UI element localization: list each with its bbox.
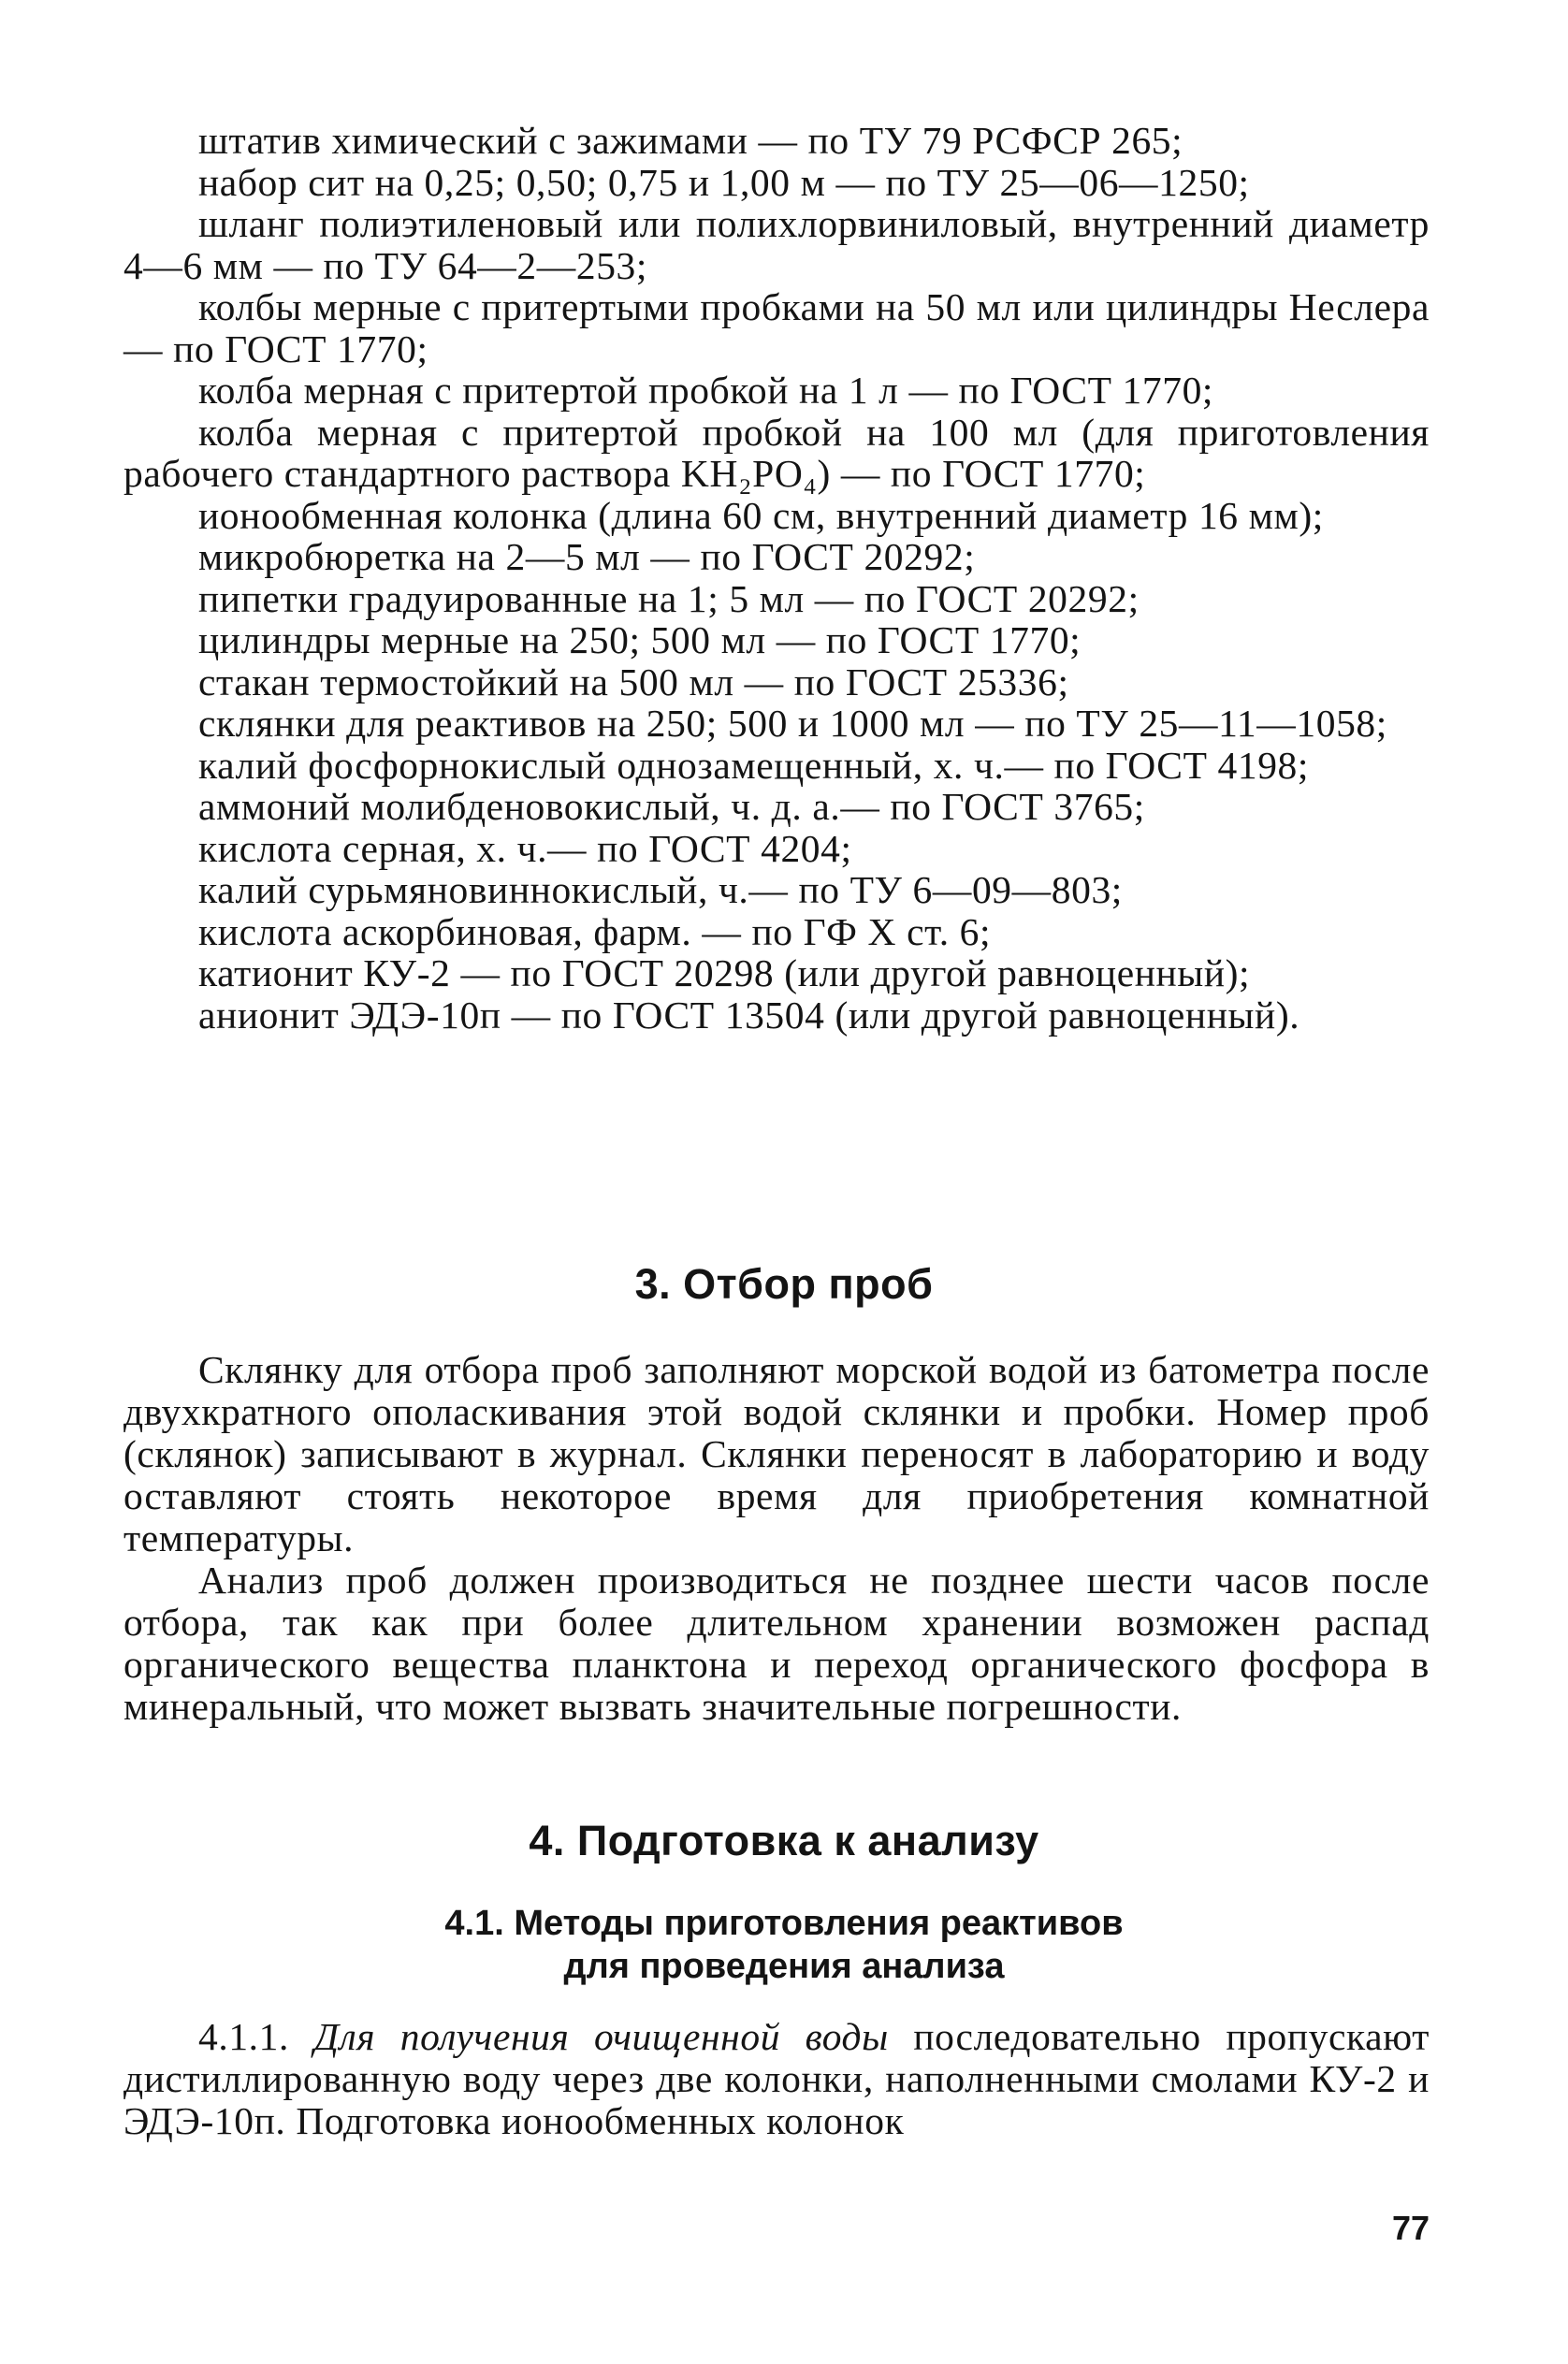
list-item: шланг полиэтиленовый или полихлорвиниловый, внутренний диаметр 4—6 мм — по ТУ 64—2—253; <box>123 202 1430 287</box>
section-3-heading: 3. Отбор проб <box>634 1260 934 1308</box>
list-item: набор сит на 0,25; 0,50; 0,75 и 1,00 м — по ТУ 25—06—1250; <box>198 160 1250 204</box>
list-item: калий сурьмяновиннокислый, ч.— по ТУ 6—09—803; <box>198 868 1123 911</box>
list-item: катионит КУ-2 — по ГОСТ 20298 (или другой равноценный); <box>198 951 1251 994</box>
paragraph-number: 4.1.1. <box>198 2015 289 2058</box>
list-item: колба мерная с притертой пробкой на 1 л — по ГОСТ 1770; <box>198 369 1214 412</box>
list-item: цилиндры мерные на 250; 500 мл — по ГОСТ 1770; <box>198 618 1082 661</box>
section-3-body <box>123 1349 1430 1728</box>
equipment-list <box>123 120 1430 1036</box>
list-item: пипетки градуированные на 1; 5 мл — по ГОСТ 20292; <box>198 576 1140 620</box>
list-item: анионит ЭДЭ-10п — по ГОСТ 13504 (или другой равноценный). <box>198 993 1300 1037</box>
list-item: микробюретка на 2—5 мл — по ГОСТ 20292; <box>198 535 976 578</box>
subsection-title-line-2: для проведения анализа <box>563 1947 1005 1986</box>
list-item: калий фосфорнокислый однозамещенный, х. ч.— по ГОСТ 4198; <box>198 743 1310 787</box>
subsection-4-1-heading <box>0 1902 1568 1988</box>
subsection-title-line-1: 4.1. Методы приготовления реактивов <box>444 1904 1124 1943</box>
list-item: кислота серная, х. ч.— по ГОСТ 4204; <box>198 826 852 870</box>
list-item: колбы мерные с притертыми пробками на 50 мл или цилиндры Неслера — по ГОСТ 1770; <box>123 285 1430 370</box>
paragraph: Анализ проб должен производиться не позднее шести часов после отбора, так как при более длительном хранении возможен распад органического вещества планктона и переход органического фосфора в минеральный, что может вызвать значительные погрешности. <box>123 1559 1430 1728</box>
paragraph-text: последовательно пропускают дистиллированную воду через две колонки, наполненными смолами КУ-2 и ЭДЭ-10п. Подготовка ионообменных колонок <box>123 2015 1430 2142</box>
list-item: склянки для реактивов на 250; 500 и 1000 мл — по ТУ 25—11—1058; <box>198 702 1387 745</box>
list-item: аммоний молибденовокислый, ч. д. а.— по ГОСТ 3765; <box>198 785 1145 828</box>
paragraph-4-1-1 <box>123 2016 1430 2142</box>
paragraph: Склянку для отбора проб заполняют морской водой из батометра после двухкратного ополаскивания этой водой склянки и пробки. Номер проб (склянок) записывают в журнал. Склянки переносят в лабораторию и воду оставляют стоять некоторое время для приобретения комнатной температуры. <box>123 1348 1430 1559</box>
section-4-heading: 4. Подготовка к анализу <box>529 1817 1039 1864</box>
list-item: колба мерная с притертой пробкой на 100 мл (для приготовления рабочего стандартного раствора KH₂PO₄) — по ГОСТ 1770; <box>123 410 1430 495</box>
page-number: 77 <box>1391 2209 1430 2247</box>
list-item: стакан термостойкий на 500 мл — по ГОСТ 25336; <box>198 660 1069 703</box>
list-item: кислота аскорбиновая, фарм. — по ГФ X ст. 6; <box>198 909 992 953</box>
paragraph-italic-phrase: Для получения очищенной воды <box>313 2015 889 2058</box>
list-item: ионообменная колонка (длина 60 см, внутренний диаметр 16 мм); <box>198 493 1324 537</box>
section-4-body <box>123 2016 1430 2142</box>
list-item: штатив химический с зажимами — по ТУ 79 РСФСР 265; <box>198 119 1183 162</box>
